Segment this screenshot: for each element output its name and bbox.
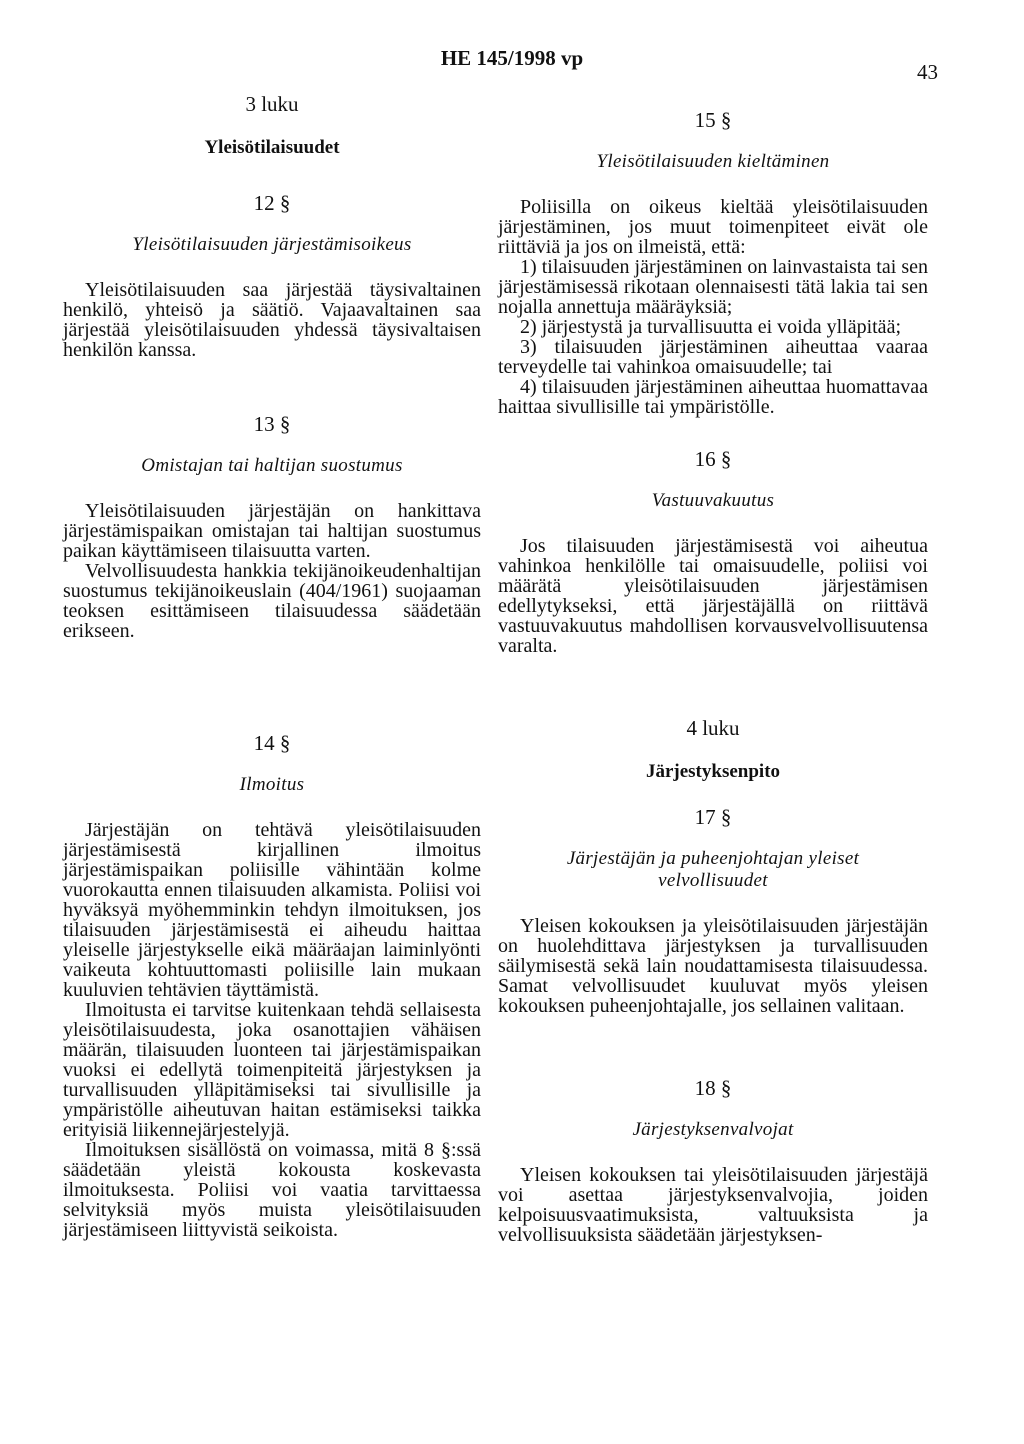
paragraph: Ilmoitusta ei tarvitse kuitenkaan tehdä sellaisesta yleisötilaisuudesta, joka osanottajien vähäisen määrän, tilaisuuden luonteen tai järjestämispaikan vuoksi ei edellytä toimenpiteitä järjestyksen ja turvallisuuden ylläpitämiseksi tai sivullisille ja ympäristölle aiheutuvan haitan estämiseksi taikka erityisiä liikennejärjestelyjä. bbox=[63, 999, 481, 1141]
section-number: 13 § bbox=[253, 412, 291, 436]
section-title: Yleisötilaisuuden järjestämisoikeus bbox=[132, 234, 412, 255]
paragraph: Yleisötilaisuuden saa järjestää täysivaltainen henkilö, yhteisö ja säätiö. Vajaavaltainen saa järjestää yleisötilaisuuden yhdessä täysivaltaisen henkilön kanssa. bbox=[63, 279, 481, 361]
section-number: 14 § bbox=[253, 731, 291, 755]
right-column bbox=[498, 108, 928, 1245]
list-item: 4) tilaisuuden järjestäminen aiheuttaa huomattavaa haittaa sivullisille tai ympäristölle. bbox=[498, 376, 928, 418]
list-item: 3) tilaisuuden järjestäminen aiheuttaa vaaraa terveydelle tai vahinkoa omaisuudelle; tai bbox=[498, 336, 928, 378]
section-title: Järjestyksenvalvojat bbox=[632, 1119, 794, 1140]
left-column bbox=[63, 92, 481, 1240]
paragraph: Ilmoituksen sisällöstä on voimassa, mitä 8 §:ssä säädetään yleistä kokousta koskevasta ilmoituksesta. Poliisi voi vaatia tarvittaessa selvityksiä myös muista yleisötilaisuuden järjestämiseen liittyvistä seikoista. bbox=[63, 1139, 481, 1241]
list-item: 2) järjestystä ja turvallisuutta ei voida ylläpitää; bbox=[520, 316, 901, 338]
section-number: 15 § bbox=[694, 108, 732, 132]
section-14 bbox=[63, 731, 481, 1240]
page-header bbox=[0, 46, 1024, 84]
section-12 bbox=[63, 191, 481, 360]
section-number: 17 § bbox=[694, 805, 732, 829]
paragraph: Yleisötilaisuuden järjestäjän on hankittava järjestämispaikan omistajan tai haltijan suostumus paikan käyttämiseen tilaisuutta varten. bbox=[63, 500, 481, 562]
page-number: 43 bbox=[917, 60, 938, 84]
section-title: Vastuuvakuutus bbox=[651, 490, 775, 511]
chapter-number: 3 luku bbox=[245, 92, 299, 116]
section-title: Omistajan tai haltijan suostumus bbox=[141, 455, 403, 476]
list-item: 1) tilaisuuden järjestäminen on lainvastaista tai sen järjestämisessä rikotaan olennaisesti tätä lakia tai sen nojalla annettuja määräyksiä; bbox=[498, 256, 928, 318]
paragraph: Jos tilaisuuden järjestämisestä voi aiheutua vahinkoa henkilölle tai omaisuudelle, poliisi voi määrätä yleisötilaisuuden järjestämisen edellytykseksi, että järjestäjällä on riittävä vastuuvakuutus mahdollisen korvausvelvollisuutensa varalta. bbox=[498, 535, 928, 657]
paragraph: Poliisilla on oikeus kieltää yleisötilaisuuden järjestäminen, jos muut toimenpiteet eivät ole riittäviä ja jos on ilmeistä, että: bbox=[498, 196, 928, 258]
section-13 bbox=[63, 412, 481, 641]
chapter-title: Järjestyksenpito bbox=[645, 761, 781, 782]
section-number: 16 § bbox=[694, 447, 732, 471]
section-number: 12 § bbox=[253, 191, 291, 215]
paragraph: Yleisen kokouksen tai yleisötilaisuuden järjestäjä voi asettaa järjestyksenvalvojia, joiden kelpoisuusvaatimuksista, valtuuksista ja velvollisuuksista säädetään järjestyksen- bbox=[498, 1164, 928, 1246]
paragraph: Yleisen kokouksen ja yleisötilaisuuden järjestäjän on huolehdittava järjestyksen ja turvallisuuden säilymisestä sekä lain noudattamisesta tilaisuudessa. Samat velvollisuudet kuuluvat myös yleisen kokouksen puheenjohtajalle, jos sellainen valitaan. bbox=[498, 915, 928, 1017]
running-head: HE 145/1998 vp bbox=[440, 46, 584, 70]
section-title: Ilmoitus bbox=[239, 774, 305, 795]
section-number: 18 § bbox=[694, 1076, 732, 1100]
section-15 bbox=[498, 108, 928, 417]
section-17 bbox=[498, 805, 928, 1016]
paragraph: Järjestäjän on tehtävä yleisötilaisuuden järjestämisestä kirjallinen ilmoitus järjestämispaikan poliisille vähintään kolme vuorokautta ennen tilaisuuden alkamista. Poliisi voi hyväksyä myöhemminkin tehdyn ilmoituksen, jos tilaisuuden järjestämisestä ei aiheudu haittaa yleiselle järjestykselle eikä määräajan laiminlyönti vaikeuta kohtuuttomasti poliisille lain mukaan kuuluvien tehtävien täyttämistä. bbox=[63, 819, 481, 1001]
section-18 bbox=[498, 1076, 928, 1245]
paragraph: Velvollisuudesta hankkia tekijänoikeudenhaltijan suostumus tekijänoikeuslain (404/1961) suojaaman teoksen esittämiseen tilaisuudessa säädetään erikseen. bbox=[63, 560, 481, 642]
section-title: Järjestäjän ja puheenjohtajan yleiset velvollisuudet bbox=[566, 848, 860, 891]
section-16 bbox=[498, 447, 928, 656]
section-title: Yleisötilaisuuden kieltäminen bbox=[596, 151, 830, 172]
chapter-title: Yleisötilaisuudet bbox=[204, 137, 340, 158]
chapter-number: 4 luku bbox=[686, 716, 740, 740]
